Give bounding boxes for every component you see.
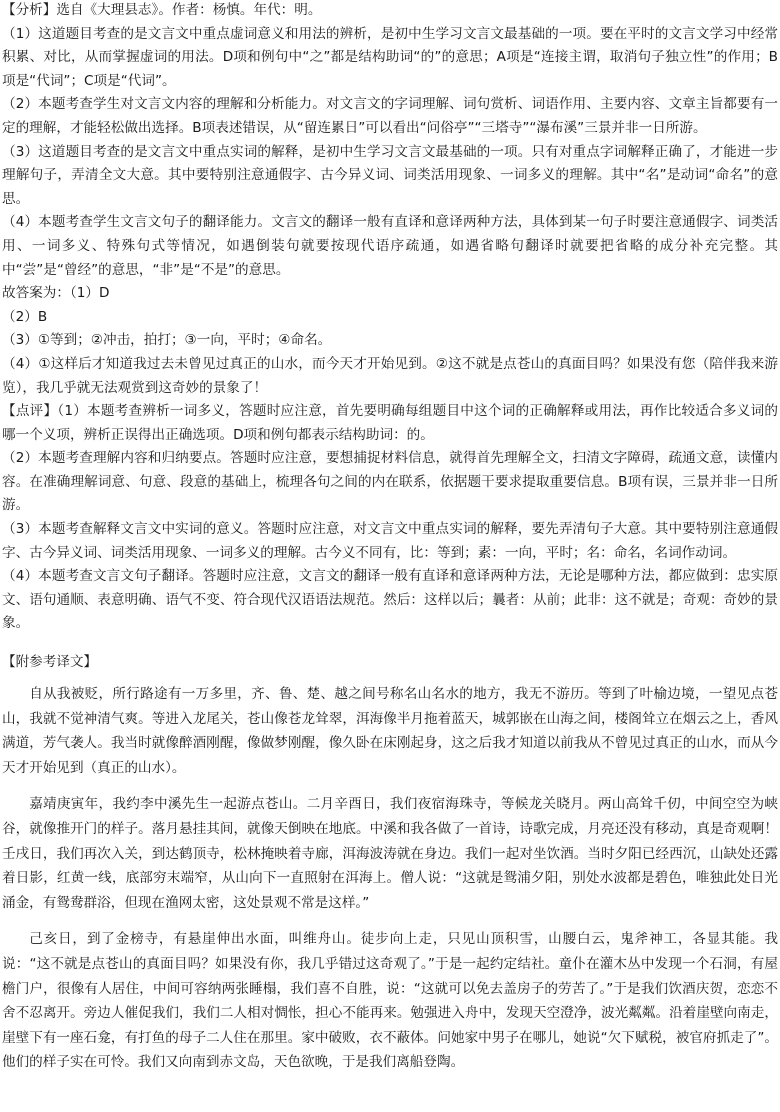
answer-line-2: （2）B bbox=[2, 308, 48, 325]
answer-line-3: （3）①等到；②冲击，拍打；③一向，平时；④命名。 bbox=[2, 332, 332, 349]
comment-item-4: （4）本题考查文言文句子翻译。答题时应注意，文言文的翻译一般有直译和意译两种方法，无论是哪种方法，都应做到：忠实原文、语句通顺、表意明确、语气不变、符合现代汉语语法规范。然后：这样以后；曩者：从前；此非：这不就是；奇观：奇妙的景象。 bbox=[2, 568, 778, 632]
translation-paragraph-2: 嘉靖庚寅年，我约李中溪先生一起游点苍山。二月辛酉日，我们夜宿海珠寺，等候龙关晓月。两山高耸千仞，中间空空为峡谷，就像推开门的样子。落月悬挂其间，就像天倒映在地底。中溪和我各做了一首诗，诗歌完成，月亮还没有移动，真是奇观啊！壬戌日，我们再次入关，到达鹤顶寺，松林掩映着寺廊，洱海波涛就在身边。我们一起对坐饮酒。当时夕阳已经西沉，山缺处还露着日影，红黄一线，底部穷末端窄，从山向下一直照射在洱海上。僧人说：“这就是鸳浦夕阳，别处水波都是碧色，唯独此处日光涌金，有鸳鸯群浴，但现在渔网太密，这处景观不常是这样。” bbox=[2, 796, 778, 911]
translation-paragraph-3: 己亥日，到了金榜寺，有悬崖伸出水面，叫维舟山。徒步向上走，只见山顶积雪，山腰白云，鬼斧神工，各显其能。我说：“这不就是点苍山的真面目吗？如果没有你，我几乎错过这奇观了。”于是一起约定结社。童仆在灌木丛中发现一个石洞，有屋檐门户，很像有人居住，中间可容纳两张睡榻，我们喜不自胜，说：“这就可以免去盖房子的劳苦了。”于是我们饮酒庆贺，恋恋不舍不忍离开。旁边人催促我们，我们二人相对惆怅，担心不能再来。勉强进入舟中，发现天空澄净，波光粼粼。沿着崖壁向南走，崖壁下有一座石龛，有打鱼的母子二人住在那里。家中破败，衣不蔽体。问她家中男子在哪儿，她说“欠下赋税，被官府抓走了”。他们的样子实在可怜。我们又向南到赤文岛，天色欲晚，于是我们离船登陶。 bbox=[2, 931, 778, 1071]
comment-item-3: （3）本题考查解释文言文中实词的意义。答题时应注意，对文言文中重点实词的解释，要先弄清句子大意。其中要特别注意通假字、古今异义词、词类活用现象、一词多义的理解。古今义不同有，比：等到；素：一向，平时；名：命名，名词作动词。 bbox=[2, 521, 778, 561]
appendix-title: 【附参考译文】 bbox=[2, 654, 98, 671]
comment-item-1: 【点评】（1）本题考查辨析一词多义，答题时应注意，首先要明确每组题目中这个词的正确解释或用法，再作比较适合多义词的哪一个义项，辨析正误得出正确选项。D项和例句都表示结构助词：的。 bbox=[2, 403, 778, 443]
comment-item-2: （2）本题考查理解内容和归纳要点。答题时应注意，要想捕捉材料信息，就得首先理解全文，扫清文字障碍，疏通文意，读懂内容。在准确理解词意、句意、段意的基础上，梳理各句之间的内在联系，依据题干要求提取重要信息。B项有误，三景并非一日所游。 bbox=[2, 450, 778, 514]
answer-line-4: （4）①这样后才知道我过去未曾见过真正的山水，而今天才开始见到。②这不就是点苍山的真面目吗？如果没有您（陪伴我来游览），我几乎就无法观赏到这奇妙的景象了！ bbox=[2, 355, 778, 396]
analysis-item-4: （4）本题考查学生文言文句子的翻译能力。文言文的翻译一般有直译和意译两种方法，具体到某一句子时要注意通假字、词类活用、一词多义、特殊句式等情况，如遇倒装句就要按现代语序疏通，如遇省略句翻译时就要把省略的成分补充完整。其中“尝”是“曾经”的意思，“非”是“不是”的意思。 bbox=[2, 214, 778, 278]
analysis-heading-line: 【分析】选自《大理县志》。作者：杨慎。年代：明。 bbox=[2, 2, 322, 18]
analysis-item-3: （3）这道题目考查的是文言文中重点实词的解释，是初中生学习文言文最基础的一项。只有对重点字词解释正确了，才能进一步理解句子，弄清全文大意。其中要特别注意通假字、古今异义词、词类活用现象、一词多义的理解。其中“名”是动词“命名”的意思。 bbox=[2, 143, 778, 207]
analysis-item-1: （1）这道题目考查的是文言文中重点虚词意义和用法的辨析，是初中生学习文言文最基础的一项。要在平时的文言文学习中经常积累、对比，从而掌握虚词的用法。D项和例句中“之”都是结构助词“的”的意思；A项是“连接主谓，取消句子独立性”的作用；B项是“代词”；C项是“代词”。 bbox=[2, 25, 778, 89]
appendix-section bbox=[2, 650, 778, 1075]
analysis-item-2: （2）本题考查学生对文言文内容的理解和分析能力。对文言文的字词理解、词句赏析、词语作用、主要内容、文章主旨都要有一定的理解，才能轻松做出选择。B项表述错误，从“留连累日”可以看出“问俗亭”“三塔寺”“瀑布溪”三景并非一日所游。 bbox=[2, 96, 778, 136]
answer-line-1: 故答案为：（1）D bbox=[2, 285, 110, 302]
translation-paragraph-1: 自从我被贬，所行路途有一万多里，齐、鲁、楚、越之间号称名山名水的地方，我无不游历。等到了叶榆边境，一望见点苍山，我就不觉神清气爽。等进入龙尾关，苍山像苍龙耸翠，洱海像半月拖着蓝天，城郭嵌在山海之间，楼阁耸立在烟云之上，香风满道，芳气袭人。我当时就像醉酒刚醒，像做梦刚醒，像久卧在床刚起身，这之后我才知道以前我从不曾见过真正的山水，而从今天才开始见到（真正的山水）。 bbox=[2, 686, 778, 776]
analysis-section bbox=[2, 0, 778, 636]
